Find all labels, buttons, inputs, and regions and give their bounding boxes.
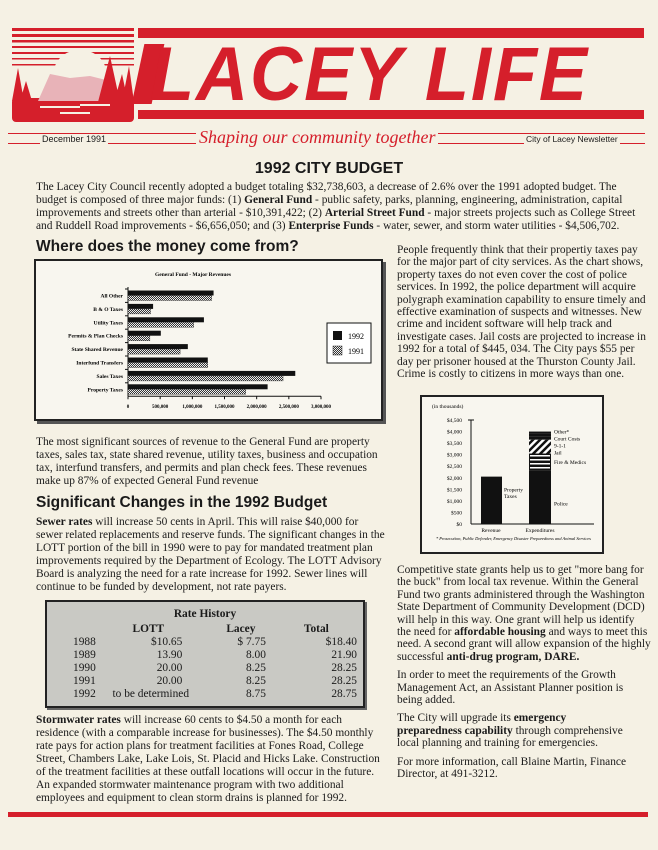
lott-cell: 20.00 [156,662,183,674]
growth-paragraph: In order to meet the requirements of the Growth Management Act, an Assistant Planner position is being added. [397,669,624,707]
total-cell: 28.25 [331,662,357,674]
text-segment: will increase 50 cents in April. This will raise $40,000 for sewer related replacements and reserve funds. The significant changes in the LOTT portion of the bill in 1990 were to pay for mandated treatment plan improvements required by the Department of Ecology. The LOTT Advisory Board is analyzing the need for a rate increase for 1992. Sewer lines will continue to be funded by development, not rate payers. [36,516,385,593]
text-segment: - water, sewer, and storm water utilities - $4,506,702. [373,220,620,232]
text-segment: through comprehensive local planning and training for emergencies. [397,724,623,750]
bold-text: Sewer rates [36,516,93,528]
section-heading-money: Where does the money come from? [36,238,299,255]
total-cell: 21.90 [331,649,357,661]
table-row [73,688,363,701]
category-label: Permits & Plan Checks [68,333,123,340]
table-row [73,636,363,649]
right-column-flow [397,564,651,781]
bold-text: emergency preparedness capability [397,712,567,737]
bold-text: anti-drug program, DARE. [446,650,580,663]
bar-stripe [530,459,550,461]
legend-label-1991: 1991 [348,347,364,356]
stormwater-paragraph [36,714,381,805]
x-tick-label: 3,000,000 [311,405,331,411]
tagline: Shaping our community together [196,127,438,148]
y-tick-label: $1,000 [446,498,462,505]
text-segment: will increase 60 cents to $4.50 a month for each residence (with a comparable increase for businesses). The $4.50 monthly rate pays for action plans for treatment facilities at Fones Road, College Street, Chambers Lake, Lake Lois, St. Placid and Hicks Lake. Construction of the treatment facilities at these outfall locations will occur in the future. An expanded stormwater maintenance program with two additional employees and equipment to clean storm drains is planned for 1992. [36,714,380,804]
rate-table-header [73,623,363,636]
year-cell: 1992 [73,688,96,700]
label-line: Property [504,487,523,494]
bar-segment-court-costs [529,434,551,436]
x-tick-label: 500,000 [152,405,169,411]
table-row [73,662,363,675]
bar-segment-9-1-1 [529,436,551,439]
x-tick-label: 1,000,000 [182,405,203,411]
revenue-chart [34,259,383,421]
bar-revenue-property-taxes [481,477,502,524]
bar-1991 [128,363,208,368]
year-cell: 1991 [73,675,96,687]
y-tick-label: $1,500 [446,487,462,494]
right-column-top [397,244,651,380]
bar-segment-other [529,432,551,434]
legend-label-1992: 1992 [348,332,364,341]
text-segment: - public safety, parks, planning, engineering, administration, capital improvements and streets other than arterial - $10,391,422; (2) [36,194,623,219]
lott-cell: $10.65 [151,636,183,648]
masthead-title: LACEY LIFE [150,32,589,117]
bar-stripe [530,455,550,457]
bar-1991 [128,309,151,314]
header-lacey: Lacey [226,623,256,635]
text-segment: Competitive state grants help us to get "more bang for the buck" from local tax revenue. Within the General Fund two grants administered through the Washington State Department of Community Development (DCD) will help in this way. One grant will help us identify the need for [397,564,645,639]
rate-history-table [45,600,365,708]
emergency-paragraph [397,712,632,749]
y-tick-label: $4,500 [446,418,462,424]
bar-1992 [128,291,214,296]
police-cost-chart [420,395,604,554]
bar-stripe [530,467,550,469]
bar-segment-jail [529,440,551,454]
rate-table-title: Rate History [173,608,237,620]
section-heading-changes: Significant Changes in the 1992 Budget [36,494,328,511]
text-segment: and ways to meet this need. A second grant will allow expansion of the highly successful [397,626,651,663]
y-tick-label: $3,000 [446,452,462,459]
bold-text: Enterprise Funds [288,220,374,232]
legend-swatch-1991 [333,346,342,355]
segment-label: Jail [554,450,562,457]
table-row [73,649,363,662]
category-label: State Shared Revenue [71,347,123,354]
grants-paragraph [397,564,651,663]
y-tick-label: $2,000 [446,475,462,482]
segment-label: Fire & Medics [554,459,587,466]
bar-1991 [128,322,194,327]
legend-box [327,323,371,363]
intro-paragraph [36,181,644,233]
label-property-taxes [504,488,523,501]
bar-1992 [128,384,268,389]
segment-label: 9-1-1 [554,443,566,450]
category-label: Sales Taxes [96,373,123,380]
total-cell: $18.40 [325,636,357,648]
unit-label: (in thousands) [432,404,464,410]
revenue-chart-svg [36,261,381,419]
bar-1992 [128,371,295,376]
header-lott: LOTT [132,623,165,635]
total-cell: 28.75 [331,688,357,700]
bar-1991 [128,336,150,341]
lott-cell: 20.00 [156,675,183,687]
category-label: Revenue [481,528,501,534]
sewer-paragraph [36,516,386,594]
lott-cell: to be determined [112,688,190,700]
segment-label: Court Costs [554,436,581,443]
table-row [73,675,363,688]
total-cell: 28.25 [331,675,357,687]
bar-1992 [128,358,208,363]
category-label: Interfund Transfers [76,360,123,367]
bar-1991 [128,389,246,394]
bar-1992 [128,304,153,309]
bar-segment-police [529,471,551,524]
rate-table-grid [73,623,363,701]
footnote: * Prosecution, Public Defender, Emergency Disaster Preparedness and Animal Services [436,536,598,541]
text-segment: The Lacey City Council recently adopted a budget totaling $32,738,603, a decrease of 2.6% over the 1991 adopted budget. The budget is composed of three major funds: (1) [36,181,617,206]
property-tax-paragraph: People frequently think that their propertiy taxes pay for the major part of city services. As the chart shows, property taxes do not even cover the cost of police services. In 1992, the police department will acquire polygraph examination capability to ensure timely and effective examination of suspects and witnesses. New crime and incident software will help track and investigate cases. Jail costs are projected to increase in 1992 for a total of $445, 034. The City pays $55 per day per prisoner housed at the Thurston County Jail. Crime is costly to citizens in more ways than one. [397,244,646,381]
label-line: Taxes [504,494,517,501]
lacey-cell: 8.25 [245,662,266,674]
bar-1992 [128,344,188,349]
year-cell: 1990 [73,662,96,674]
category-label: B & O Taxes [93,306,123,313]
bold-text: affordable housing [454,626,546,639]
y-tick-label: $3,500 [446,441,462,448]
article-title: 1992 CITY BUDGET [254,160,404,177]
year-cell: 1988 [73,636,96,648]
year-cell: 1989 [73,649,96,661]
lacey-logo [10,26,136,122]
bar-1991 [128,376,283,381]
revenue-paragraph: The most significant sources of revenue to the General Fund are property taxes, sales tax, state shared revenue, utility taxes, business and occupation tax, interfund transfers, and permits and plan check fees. These revenues make up 87% of expected General Fund revenue [36,436,378,487]
left-column-flow [36,436,386,805]
text-segment: The City will upgrade its [397,712,514,725]
bold-text: General Fund [244,194,313,206]
bold-text: Stormwater rates [36,714,121,726]
text-segment: - major streets projects such as College Street and Ruddell Road improvements - $6,656,050; and (3) [36,207,636,232]
y-tick-label: $500 [451,510,462,517]
bold-text: Arterial Street Fund [324,207,425,219]
header-total: Total [303,623,329,635]
y-tick-label: $2,500 [446,464,462,471]
lacey-cell: 8.25 [245,675,266,687]
lott-cell: 13.90 [156,649,183,661]
bar-stripe [530,463,550,465]
chart-title: General Fund - Major Revenues [155,272,231,278]
y-tick-label: $4,000 [446,429,462,436]
x-tick-label: 0 [126,405,130,411]
lacey-cell: 8.00 [245,649,266,661]
contact-paragraph: For more information, call Blaine Martin, Finance Director, at 491-3212. [397,755,627,781]
publication-name: City of Lacey Newsletter [526,134,618,144]
x-tick-label: 2,000,000 [246,405,267,411]
police-cost-chart-svg [422,397,602,552]
category-label: Property Taxes [87,387,123,394]
x-tick-label: 2,500,000 [278,405,299,411]
segment-label: Other* [554,429,570,436]
bar-1992 [128,317,204,322]
category-label: All Other [100,293,123,300]
y-tick-label: $0 [456,522,462,528]
masthead [0,0,658,150]
legend-swatch-1992 [333,331,342,340]
segment-label: Police [554,501,568,508]
footer-red-rule [8,812,648,817]
bar-1992 [128,331,161,336]
issue-date: December 1991 [42,134,107,144]
x-tick-label: 1,500,000 [214,405,235,411]
category-label: Utility Taxes [93,320,123,327]
category-label: Expenditures [525,528,555,534]
bar-1991 [128,296,212,301]
lacey-cell: $ 7.75 [237,636,266,648]
bar-1991 [128,349,180,354]
lacey-cell: 8.75 [245,688,266,700]
